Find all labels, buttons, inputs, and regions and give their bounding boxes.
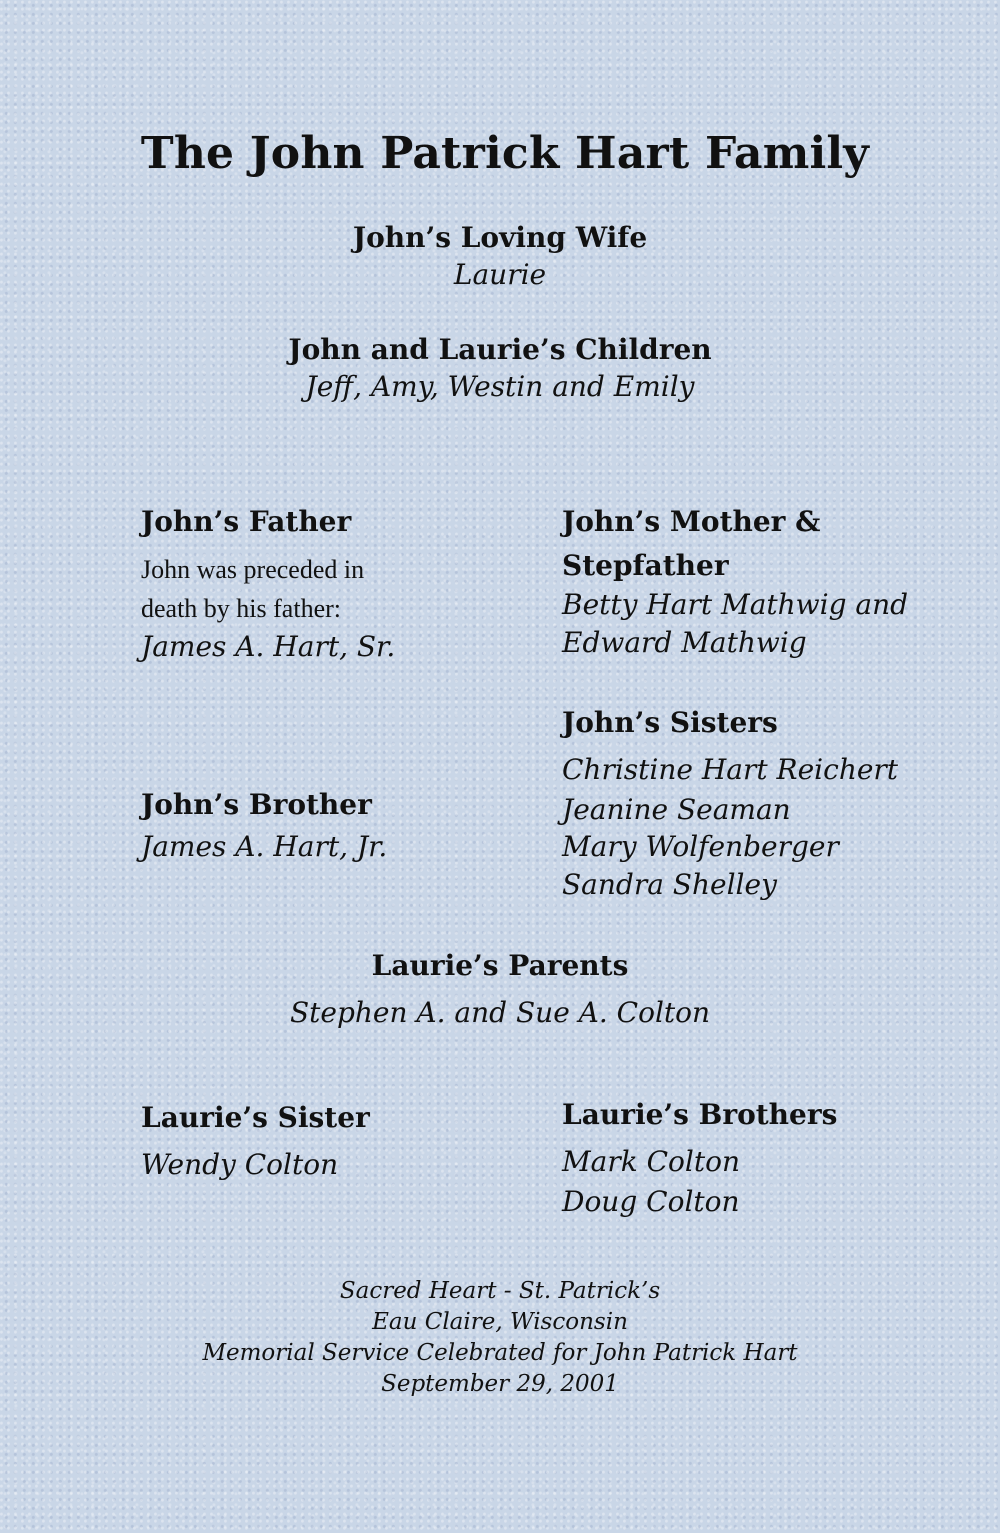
mother-heading-line-1: John’s Mother & bbox=[562, 505, 821, 538]
mother-heading-line-2: Stepfather bbox=[562, 549, 729, 582]
sisters-heading: John’s Sisters bbox=[562, 706, 778, 739]
page-title: The John Patrick Hart Family bbox=[140, 128, 870, 179]
laurie-brother-name: Mark Colton bbox=[562, 1145, 740, 1178]
footer-church: Sacred Heart - St. Patrick’s bbox=[339, 1278, 661, 1304]
laurie-parents-heading: Laurie’s Parents bbox=[371, 949, 629, 982]
laurie-brother-name: Doug Colton bbox=[562, 1185, 740, 1218]
mother-name-line-1: Betty Hart Mathwig and bbox=[562, 588, 909, 621]
footer-service: Memorial Service Celebrated for John Patrick Hart bbox=[202, 1340, 798, 1366]
laurie-brothers-heading: Laurie’s Brothers bbox=[562, 1098, 838, 1131]
wife-heading: John’s Loving Wife bbox=[352, 221, 648, 254]
sister-name: Mary Wolfenberger bbox=[562, 830, 839, 863]
sister-name: Sandra Shelley bbox=[562, 868, 777, 901]
father-heading: John’s Father bbox=[141, 505, 352, 538]
father-name: James A. Hart, Sr. bbox=[141, 630, 396, 663]
sister-name: Christine Hart Reichert bbox=[562, 753, 899, 786]
laurie-sister-name: Wendy Colton bbox=[141, 1148, 339, 1181]
service-footer bbox=[0, 1276, 1000, 1400]
father-text-line-1: John was preceded in bbox=[141, 555, 365, 584]
laurie-sister-heading: Laurie’s Sister bbox=[141, 1101, 370, 1134]
children-heading: John and Laurie’s Children bbox=[288, 333, 712, 366]
brother-heading: John’s Brother bbox=[141, 788, 372, 821]
brother-name: James A. Hart, Jr. bbox=[141, 830, 388, 863]
footer-date: September 29, 2001 bbox=[381, 1371, 619, 1397]
laurie-parents-names: Stephen A. and Sue A. Colton bbox=[289, 996, 711, 1029]
mother-name-line-2: Edward Mathwig bbox=[562, 626, 807, 659]
father-text-line-2: death by his father: bbox=[141, 594, 341, 623]
children-names: Jeff, Amy, Westin and Emily bbox=[305, 370, 695, 403]
sister-name: Jeanine Seaman bbox=[562, 793, 791, 826]
wife-name: Laurie bbox=[453, 258, 547, 291]
footer-location: Eau Claire, Wisconsin bbox=[372, 1309, 628, 1335]
